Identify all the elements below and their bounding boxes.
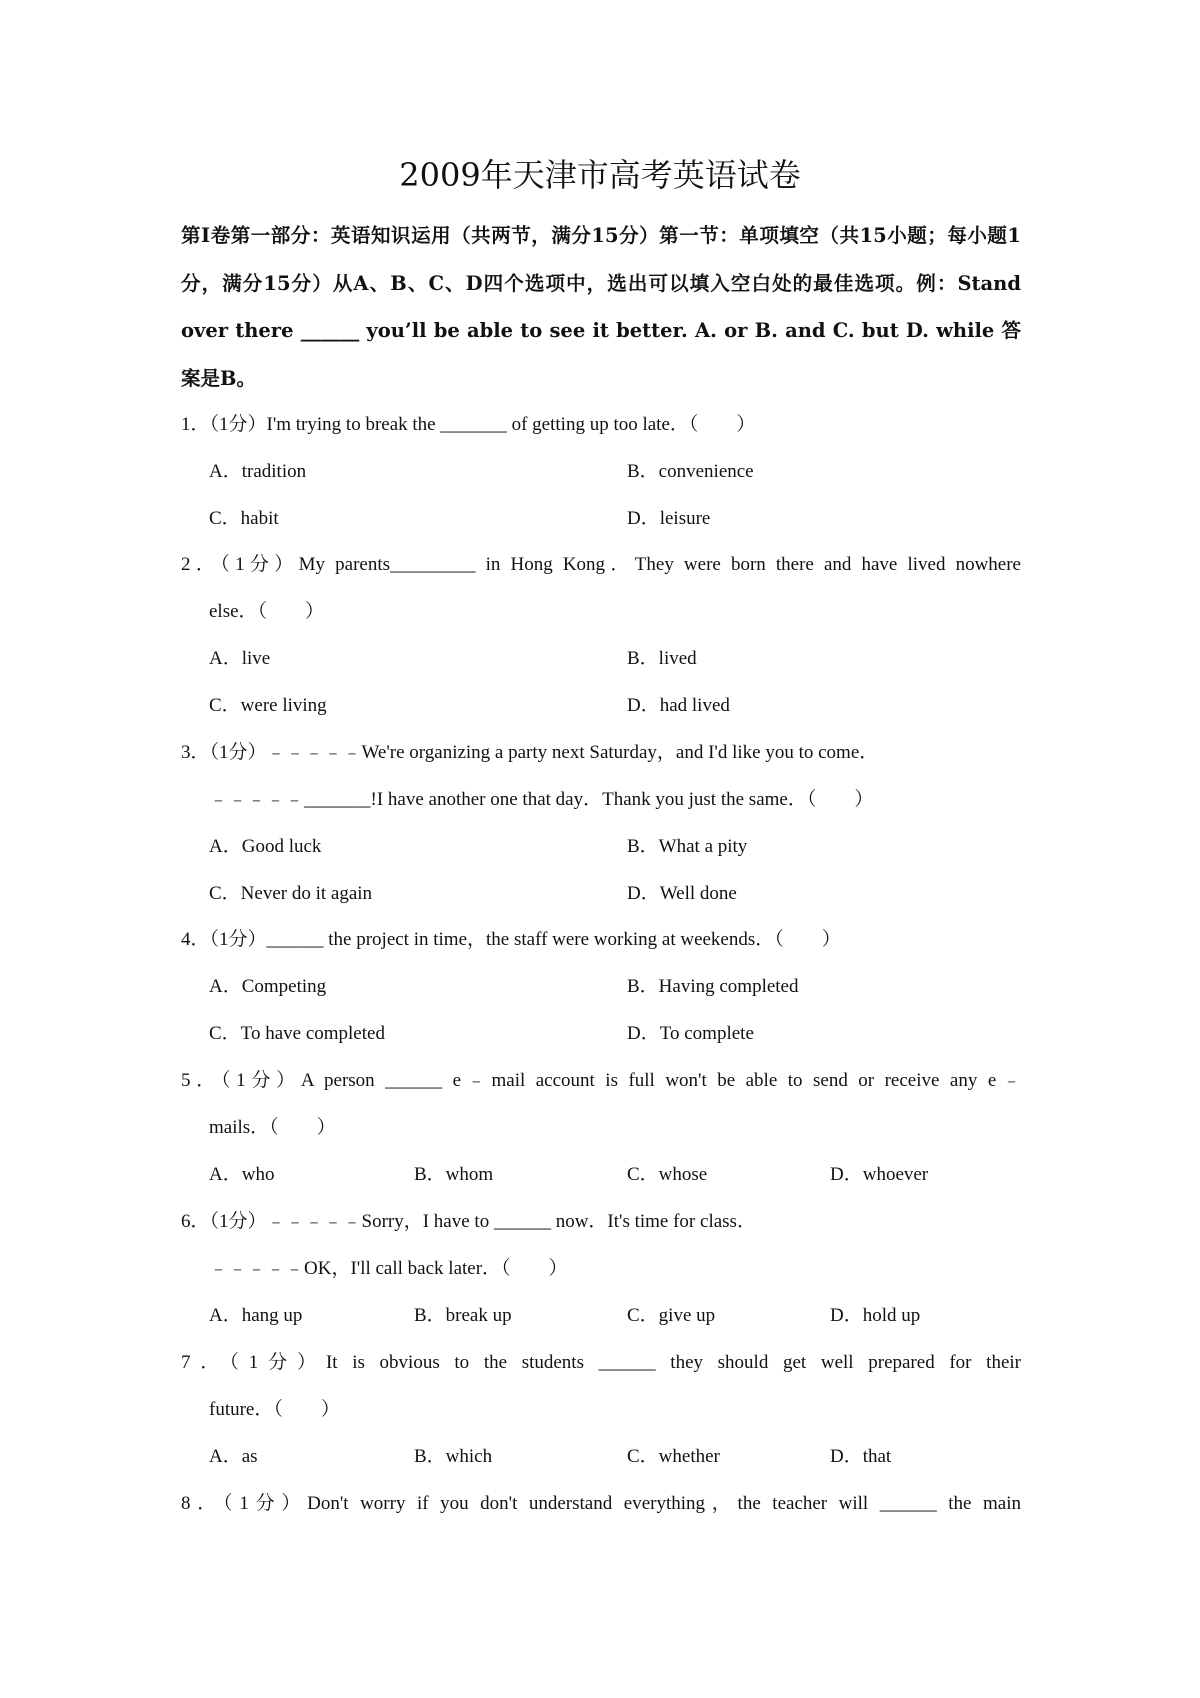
question-2-option-d[interactable]: D．had lived — [627, 695, 730, 716]
question-6-option-a[interactable]: A．hang up — [209, 1305, 303, 1326]
question-6-text: 6．（1分）﹣﹣﹣﹣﹣Sorry，I have to ______ now．It's time for class． — [181, 1211, 756, 1232]
question-7-text: 7．（1分）It is obvious to the students ______ they should get well prepared for their — [181, 1352, 1021, 1373]
question-4-option-d[interactable]: D．To complete — [627, 1023, 754, 1044]
question-3-option-d[interactable]: D．Well done — [627, 883, 737, 904]
question-3-option-b[interactable]: B．What a pity — [627, 836, 748, 857]
question-4-option-b[interactable]: B．Having completed — [627, 976, 799, 997]
question-3-option-a[interactable]: A．Good luck — [209, 836, 322, 857]
question-1-option-d[interactable]: D．leisure — [627, 508, 711, 529]
question-8-text: 8．（1分）Don't worry if you don't understand everything，the teacher will ______ the main — [181, 1493, 1021, 1514]
question-2-text-continued: else．（ ） — [209, 601, 325, 622]
question-5-option-d[interactable]: D．whoever — [830, 1164, 929, 1185]
question-3-text: 3．（1分）﹣﹣﹣﹣﹣We're organizing a party next Saturday，and I'd like you to come． — [181, 742, 879, 763]
question-5-option-c[interactable]: C．whose — [627, 1164, 708, 1185]
question-2-option-c[interactable]: C．were living — [209, 695, 327, 716]
question-2-option-a[interactable]: A．live — [209, 648, 271, 669]
question-7-option-c[interactable]: C．whether — [627, 1446, 720, 1467]
question-4-text: 4．（1分）______ the project in time，the staff were working at weekends．（ ） — [181, 929, 841, 950]
question-6-option-c[interactable]: C．give up — [627, 1305, 716, 1326]
question-7-option-a[interactable]: A．as — [209, 1446, 258, 1467]
question-7-option-b[interactable]: B．which — [414, 1446, 493, 1467]
question-7-text-continued: future．（ ） — [209, 1399, 340, 1420]
question-7-option-d[interactable]: D．that — [830, 1446, 892, 1467]
question-2-option-b[interactable]: B．lived — [627, 648, 697, 669]
question-5-text: 5．（1分）A person ______ e﹣mail account is full won't be able to send or receive any e﹣ — [181, 1070, 1021, 1091]
question-6-option-b[interactable]: B．break up — [414, 1305, 512, 1326]
question-5-text-continued: mails．（ ） — [209, 1117, 336, 1138]
question-5-option-a[interactable]: A．who — [209, 1164, 275, 1185]
question-4-option-c[interactable]: C．To have completed — [209, 1023, 385, 1044]
question-1-option-b[interactable]: B．convenience — [627, 461, 754, 482]
question-1-text: 1．（1分）I'm trying to break the _______ of getting up too late．（ ） — [181, 414, 756, 435]
question-1-option-c[interactable]: C．habit — [209, 508, 279, 529]
question-5-option-b[interactable]: B．whom — [414, 1164, 494, 1185]
question-1-option-a[interactable]: A．tradition — [209, 461, 307, 482]
question-6-option-d[interactable]: D．hold up — [830, 1305, 921, 1326]
page-title: 2009年天津市高考英语试卷 — [399, 156, 801, 194]
question-3-text-continued: ﹣﹣﹣﹣﹣_______!I have another one that day．Thank you just the same．（ ） — [209, 789, 874, 810]
question-3-option-c[interactable]: C．Never do it again — [209, 883, 373, 904]
section-instructions: 第Ⅰ卷第一部分：英语知识运用（共两节，满分15分）第一节：单项填空（共15小题；每小题1分，满分15分）从A、B、C、D四个选项中，选出可以填入空白处的最佳选项。例：Stand over there ______ you’ll be able to see it better. A. or B. and C. but D. while 答案是B。 — [181, 224, 1021, 390]
question-4-option-a[interactable]: A．Competing — [209, 976, 327, 997]
question-2-text: 2．（1分）My parents_________ in Hong Kong．They were born there and have lived nowhere — [181, 554, 1021, 575]
question-6-text-continued: ﹣﹣﹣﹣﹣OK，I'll call back later．（ ） — [209, 1258, 568, 1279]
